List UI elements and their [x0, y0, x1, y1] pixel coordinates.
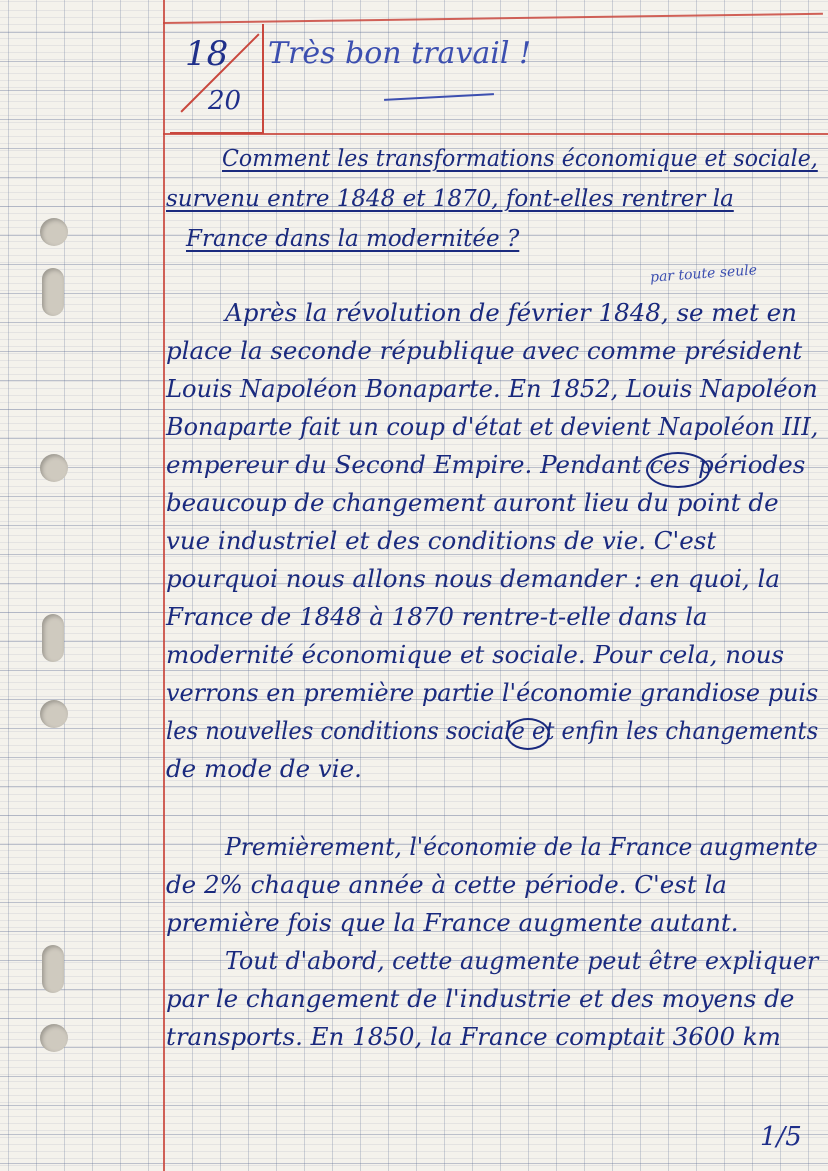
text-line: par le changement de l'industrie et des moyens de: [166, 984, 795, 1013]
binder-slot: [42, 268, 64, 316]
binder-slot: [42, 614, 64, 662]
text-line: pourquoi nous allons nous demander : en quoi, la: [166, 564, 780, 593]
text-line: les nouvelles conditions sociale et enfin les changements: [166, 716, 819, 745]
margin-line: [163, 0, 165, 1171]
text-line: transports. En 1850, la France comptait 3600 km: [166, 1022, 781, 1051]
binder-slot: [42, 945, 64, 993]
text-line: Louis Napoléon Bonaparte. En 1852, Louis Napoléon: [166, 374, 818, 403]
text-line: de 2% chaque année à cette période. C'est la: [166, 870, 727, 899]
text-line: place la seconde république avec comme président: [166, 336, 803, 365]
teacher-side-note: par toute seule: [649, 262, 758, 286]
text-line: Bonaparte fait un coup d'état et devient Napoléon III,: [166, 412, 819, 441]
page-number: 1/5: [760, 1122, 802, 1152]
text-line: Premièrement, l'économie de la France augmente: [225, 832, 818, 861]
correction-circle: [646, 452, 710, 488]
comment-mark: [384, 93, 494, 101]
text-line: de mode de vie.: [166, 754, 362, 783]
question-line: France dans la modernitée ?: [186, 226, 520, 252]
text-line: Après la révolution de février 1848, se met en: [225, 298, 797, 327]
teacher-comment: Très bon travail !: [268, 36, 532, 71]
grade-out-of: 20: [208, 86, 242, 116]
separator-line: [163, 133, 828, 135]
text-line: vue industriel et des conditions de vie. C'est: [166, 526, 717, 555]
text-line: empereur du Second Empire. Pendant ces périodes: [166, 450, 806, 479]
binder-hole: [40, 700, 68, 728]
text-line: verrons en première partie l'économie grandiose puis: [166, 678, 819, 707]
binder-hole: [40, 218, 68, 246]
question-line: survenu entre 1848 et 1870, font-elles rentrer la: [166, 186, 734, 212]
binder-hole: [40, 1024, 68, 1052]
header-line: [163, 13, 823, 24]
text-line: France de 1848 à 1870 rentre-t-elle dans la: [166, 602, 708, 631]
text-line: première fois que la France augmente autant.: [166, 908, 739, 937]
grade-score: 18: [185, 34, 229, 74]
text-line: modernité économique et sociale. Pour cela, nous: [166, 640, 785, 669]
correction-circle: [506, 718, 550, 750]
text-line: beaucoup de changement auront lieu du point de: [166, 488, 779, 517]
question-line: Comment les transformations économique et sociale,: [222, 146, 818, 172]
binder-hole: [40, 454, 68, 482]
text-line: Tout d'abord, cette augmente peut être expliquer: [225, 946, 819, 975]
